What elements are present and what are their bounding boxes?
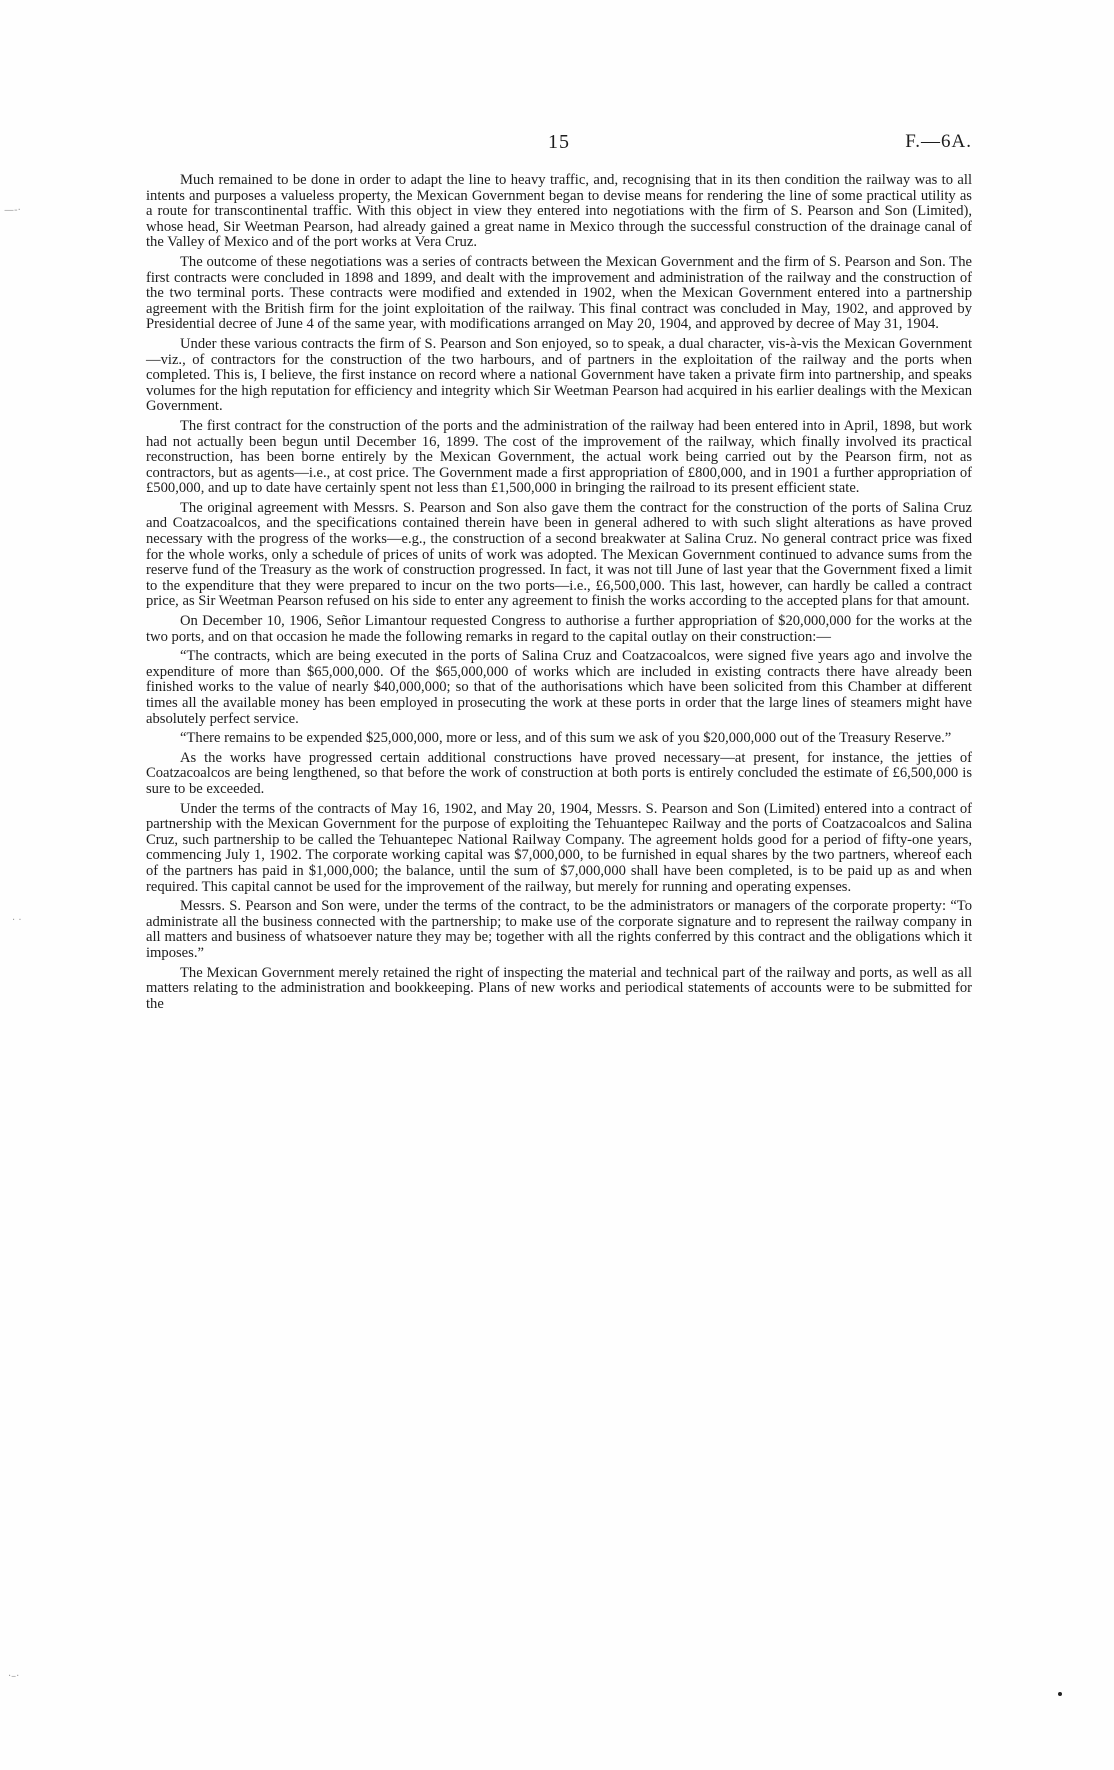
- paragraph: The outcome of these negotiations was a series of contracts between the Mexican Government and the firm of S. Pearson and Son. The first contracts were concluded in 1898 and 1899, and dealt with the improvement and administration of the railway and the construction of the two terminal ports. These contracts were modified and extended in 1902, when the Mexican Government entered into a partnership agreement with the British firm for the joint exploitation of the railway. This final contract was concluded in May, 1902, and approved by Presidential decree of June 4 of the same year, with modifications arranged on May 20, 1904, and approved by decree of May 31, 1904.: [146, 253, 972, 333]
- paragraph: The original agreement with Messrs. S. Pearson and Son also gave them the contract for the construction of the ports of Salina Cruz and Coatzacoalcos, and the specifications contained therein have been in general adhered to with such slight alterations as have proved necessary with the progress of the works—e.g., the construction of a second breakwater at Salina Cruz. No general contract price was fixed for the whole works, only a schedule of prices of units of work was adopted. The Mexican Government continued to advance sums from the reserve fund of the Treasury as the work of construction progressed. In fact, it was not till June of last year that the Government fixed a limit to the expenditure that they were prepared to incur on the two ports—i.e., £6,500,000. This last, however, can hardly be called a contract price, as Sir Weetman Pearson refused on his side to enter any agreement to finish the works according to the accepted plans for that amount.: [146, 499, 972, 610]
- margin-dot: [1058, 1692, 1062, 1696]
- page-header: [146, 131, 972, 159]
- body-text: [146, 173, 972, 1016]
- paragraph: The first contract for the construction of the ports and the administration of the railway had been entered into in April, 1898, but work had not actually been begun until December 16, 1899. The cost of the improvement of the railway, which finally involved its practical reconstruction, has been borne entirely by the Mexican Government, the actual work being carried out by the Pearson firm, not as contractors, but as agents—i.e., at cost price. The Government made a first appropriation of £800,000, and in 1901 a further appropriation of £500,000, and up to date have certainly spent not less than £1,500,000 in bringing the railroad to its present efficient state.: [146, 417, 972, 497]
- quotation-paragraph: “The contracts, which are being executed in the ports of Salina Cruz and Coatzacoalcos, were signed five years ago and involve the expenditure of more than $65,000,000. Of the $65,000,000 of works which are included in existing contracts there have already been finished works to the value of nearly $40,000,000; so that of the authorisations which have been solicited from this Chamber at different times all the available money has been employed in prosecuting the work at these ports in order that the large lines of steamers might have absolutely perfect service.: [146, 648, 972, 727]
- paragraph: Under these various contracts the firm of S. Pearson and Son enjoyed, so to speak, a dual character, vis-à-vis the Mexican Government—viz., of contractors for the construction of the two harbours, and of partners in the exploitation of the railway and the ports when completed. This is, I believe, the first instance on record where a national Government have taken a private firm into partnership, and speaks volumes for the high reputation for efficiency and integrity which Sir Weetman Pearson had acquired in his earlier dealings with the Mexican Government.: [146, 335, 972, 415]
- paragraph: Under the terms of the contracts of May 16, 1902, and May 20, 1904, Messrs. S. Pearson and Son (Limited) entered into a contract of partnership with the Mexican Government for the purpose of exploiting the Tehuantepec Railway and the ports of Coatzacoalcos and Salina Cruz, such partnership to be called the Tehuantepec National Railway Company. The agreement holds good for a period of fifty-one years, commencing July 1, 1902. The corporate working capital was $7,000,000, to be furnished in equal shares by the two partners, whereof each of the partners has paid in $1,000,000; the balance, until the sum of $7,000,000 shall have been completed, is to be paid up as and when required. This capital cannot be used for the improvement of the railway, but merely for running and operating expenses.: [146, 800, 972, 895]
- paragraph: As the works have progressed certain additional constructions have proved necessary—at present, for instance, the jetties of Coatzacoalcos are being lengthened, so that before the work of construction at both ports is entirely concluded the estimate of £6,500,000 is sure to be exceeded.: [146, 749, 972, 797]
- margin-speck: ·–·: [8, 1671, 20, 1682]
- paragraph: Messrs. S. Pearson and Son were, under the terms of the contract, to be the administrators or managers of the corporate property: “To administrate all the business connected with the partnership; to make use of the corporate signature and to represent the railway company in all matters and business of whatsoever nature they may be; together with all the rights conferred by this contract and the obligations which it imposes.”: [146, 898, 972, 961]
- paragraph: Much remained to be done in order to adapt the line to heavy traffic, and, recognising that in its then condition the railway was to all intents and purposes a valueless property, the Mexican Government began to devise means for rendering the line of some practical utility as a route for transcontinental traffic. With this object in view they entered into negotiations with the firm of S. Pearson and Son (Limited), whose head, Sir Weetman Pearson, had already gained a great name in Mexico through the successful construction of the drainage canal of the Valley of Mexico and of the port works at Vera Cruz.: [146, 172, 972, 251]
- page-number: 15: [548, 131, 570, 153]
- quotation-paragraph: “There remains to be expended $25,000,000, more or less, and of this sum we ask of you $20,000,000 out of the Treasury Reserve.”: [180, 730, 952, 747]
- document-reference: F.—6A.: [905, 131, 972, 152]
- paragraph: On December 10, 1906, Señor Limantour requested Congress to authorise a further appropriation of $20,000,000 for the works at the two ports, and on that occasion he made the following remarks in regard to the capital outlay on their construction:—: [146, 613, 972, 645]
- paragraph: The Mexican Government merely retained the right of inspecting the material and technical part of the railway and ports, as well as all matters relating to the administration and bookkeeping. Plans of new works and periodical statements of accounts were to be submitted for the: [146, 964, 972, 1012]
- margin-speck: —-·: [4, 205, 21, 216]
- margin-speck: · ·: [12, 915, 22, 926]
